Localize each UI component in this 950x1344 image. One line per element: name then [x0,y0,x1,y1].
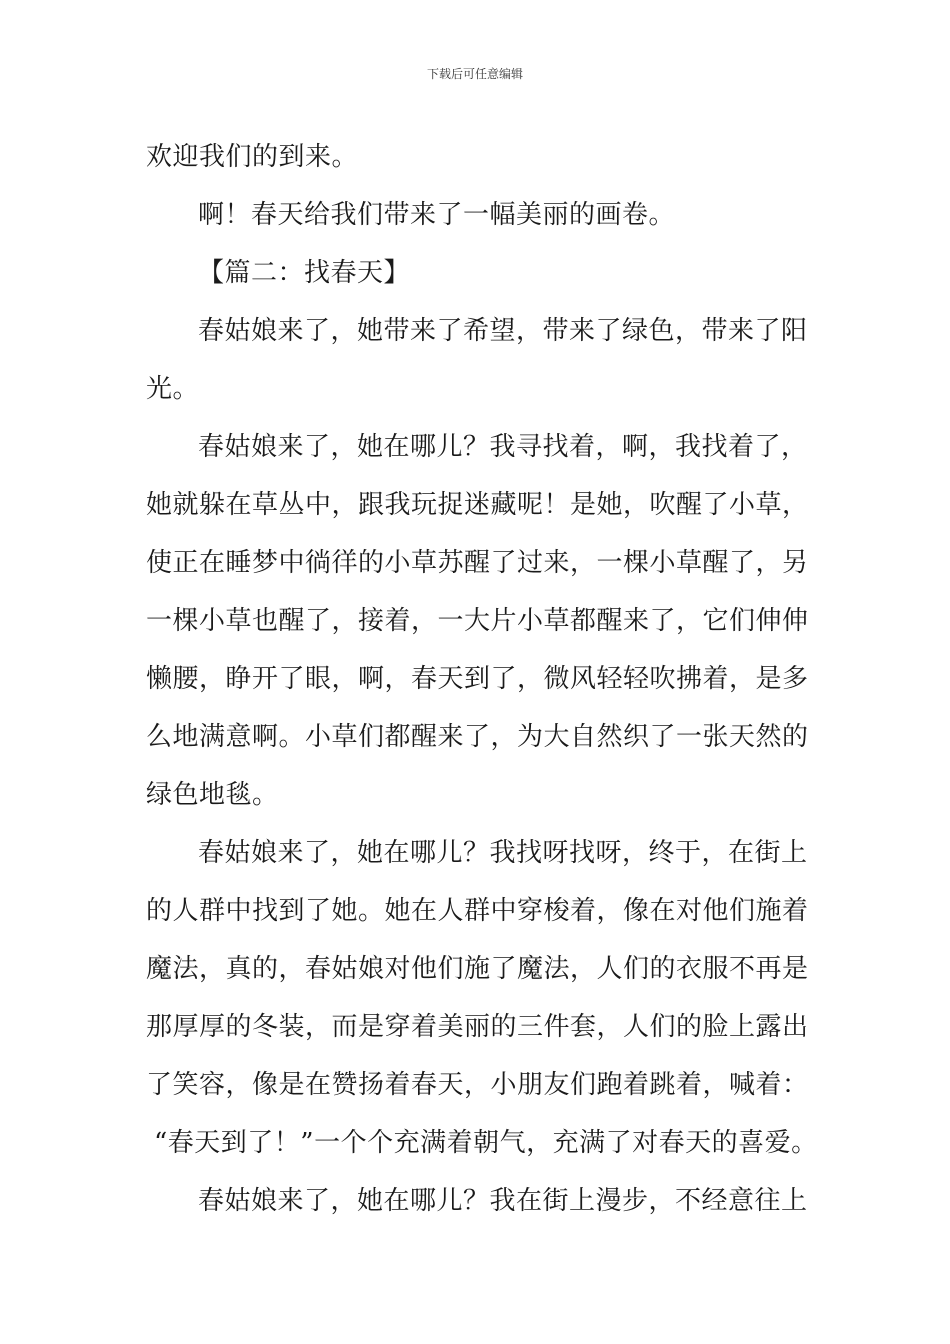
text-line: 一棵小草也醒了，接着，一大片小草都醒来了，它们伸伸 [146,606,809,636]
text-line: 的人群中找到了她。她在人群中穿梭着，像在对他们施着 [146,896,809,926]
text-line: 啊！春天给我们带来了一幅美丽的画卷。 [198,200,676,230]
text-line: 懒腰，睁开了眼，啊，春天到了，微风轻轻吹拂着，是多 [146,664,809,694]
text-line: 那厚厚的冬装，而是穿着美丽的三件套，人们的脸上露出 [146,1012,809,1042]
text-line: 魔法，真的，春姑娘对他们施了魔法，人们的衣服不再是 [146,954,809,984]
text-line: 春姑娘来了，她在哪儿？我寻找着，啊，我找着了， [198,432,808,462]
text-line: 了笑容，像是在赞扬着春天，小朋友们跑着跳着，喊着： [146,1070,809,1100]
text-line: 欢迎我们的到来。 [146,142,359,172]
section-heading: 【篇二：找春天】 [198,258,411,288]
text-line: 绿色地毯。 [146,780,279,810]
text-line: 春姑娘来了，她在哪儿？我找呀找呀，终于，在街上 [198,838,808,868]
text-line: 她就躲在草丛中，跟我玩捉迷藏呢！是她，吹醒了小草， [146,490,809,520]
text-line: 春姑娘来了，她带来了希望，带来了绿色，带来了阳 [198,316,808,346]
text-line: “春天到了！”一个个充满着朝气，充满了对春天的喜爱。 [154,1128,818,1158]
text-line: 光。 [146,374,200,404]
text-line: 春姑娘来了，她在哪儿？我在街上漫步，不经意往上 [198,1186,808,1216]
text-line: 么地满意啊。小草们都醒来了，为大自然织了一张天然的 [146,722,809,752]
page-header: 下载后可任意编辑 [426,67,523,81]
document-body [146,128,818,1230]
text-line: 使正在睡梦中徜徉的小草苏醒了过来，一棵小草醒了，另 [146,548,809,578]
